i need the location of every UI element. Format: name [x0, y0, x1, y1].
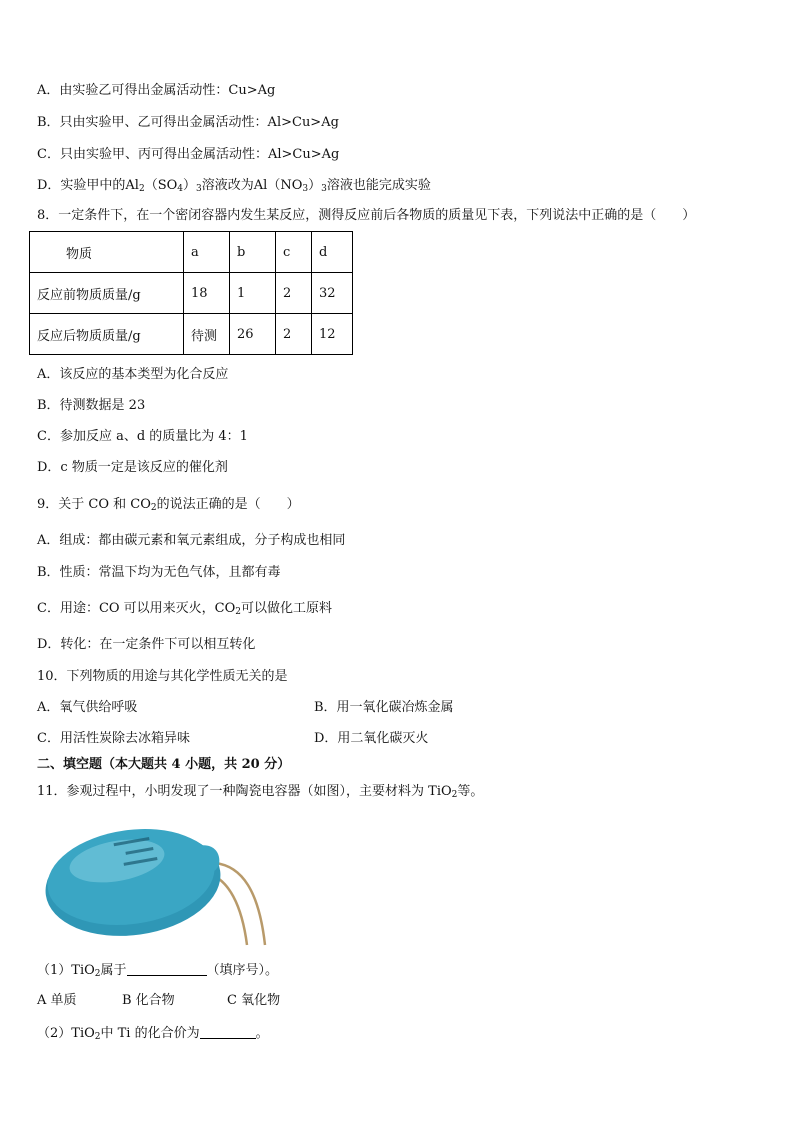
q7-option-b: B．只由实验甲、乙可得出金属活动性：Al>Cu>Ag — [37, 115, 339, 130]
answer-blank[interactable] — [200, 1024, 256, 1039]
table-cell: 2 — [276, 273, 312, 314]
table-cell: c — [276, 232, 312, 273]
table-row — [30, 232, 353, 273]
table-row — [30, 273, 353, 314]
q8-option-a: A．该反应的基本类型为化合反应 — [37, 367, 229, 382]
q10-option-b: B．用一氧化碳冶炼金属 — [314, 700, 454, 715]
answer-blank[interactable] — [127, 961, 207, 976]
table-cell: d — [312, 232, 353, 273]
table-cell: 反应后物质质量/g — [30, 314, 184, 355]
q9-option-a: A．组成：都由碳元素和氧元素组成，分子构成也相同 — [37, 533, 346, 548]
q8-mass-table — [29, 231, 353, 355]
table-cell: 18 — [184, 273, 230, 314]
q11-choice-a: A 单质 — [37, 993, 77, 1008]
q9-option-c: C．用途：CO 可以用来灭火，$CO_2$可以做化工原料 — [37, 601, 333, 617]
q10-option-a: A．氧气供给呼吸 — [37, 700, 138, 715]
table-cell: 待测 — [184, 314, 230, 355]
capacitor-illustration — [37, 811, 275, 947]
q7-option-c: C．只由实验甲、丙可得出金属活动性：Al>Cu>Ag — [37, 147, 340, 162]
q9-option-d: D．转化：在一定条件下可以相互转化 — [37, 637, 256, 652]
q11-choice-b: B 化合物 — [122, 993, 175, 1008]
table-cell: 物质 — [30, 232, 184, 273]
table-cell: b — [230, 232, 276, 273]
q8-option-d: D．c 物质一定是该反应的催化剂 — [37, 460, 228, 475]
q11-part2: （2）TiO$_2$中 Ti 的化合价为 。 — [37, 1026, 269, 1042]
table-cell: 12 — [312, 314, 353, 355]
q11-choice-c: C 氧化物 — [227, 993, 281, 1008]
table-cell: 26 — [230, 314, 276, 355]
q10-option-c: C．用活性炭除去冰箱异味 — [37, 731, 190, 746]
q8-option-c: C．参加反应 a、d 的质量比为 4：1 — [37, 429, 248, 444]
q9-stem: 9．关于 CO 和 $CO_2$的说法正确的是（ ） — [37, 497, 300, 513]
q8-option-b: B．待测数据是 23 — [37, 398, 146, 413]
q11-part1: （1）TiO$_2$属于 （填序号）。 — [37, 963, 279, 979]
table-cell: 反应前物质质量/g — [30, 273, 184, 314]
capacitor-photo — [37, 811, 275, 947]
section-heading: 二、填空题（本大题共 4 小题，共 20 分） — [37, 757, 291, 772]
table-cell: 1 — [230, 273, 276, 314]
q7-option-d: D．实验甲中的$Al_2(SO_4)_3$溶液改为$Al(NO_3)_3$溶液也能完成实验 — [37, 178, 431, 194]
q10-option-d: D．用二氧化碳灭火 — [314, 731, 429, 746]
table-cell: 2 — [276, 314, 312, 355]
q8-stem: 8．一定条件下，在一个密闭容器内发生某反应，测得反应前后各物质的质量见下表，下列说法中正确的是（ ） — [37, 208, 696, 223]
table-row — [30, 314, 353, 355]
q7-option-a: A．由实验乙可得出金属活动性：Cu>Ag — [37, 83, 276, 98]
table-cell: a — [184, 232, 230, 273]
q10-stem: 10．下列物质的用途与其化学性质无关的是 — [37, 669, 288, 684]
q11-stem: 11．参观过程中，小明发现了一种陶瓷电容器（如图），主要材料为 TiO$_2$等。 — [37, 784, 484, 800]
q9-option-b: B．性质：常温下均为无色气体，且都有毒 — [37, 565, 281, 580]
table-cell: 32 — [312, 273, 353, 314]
